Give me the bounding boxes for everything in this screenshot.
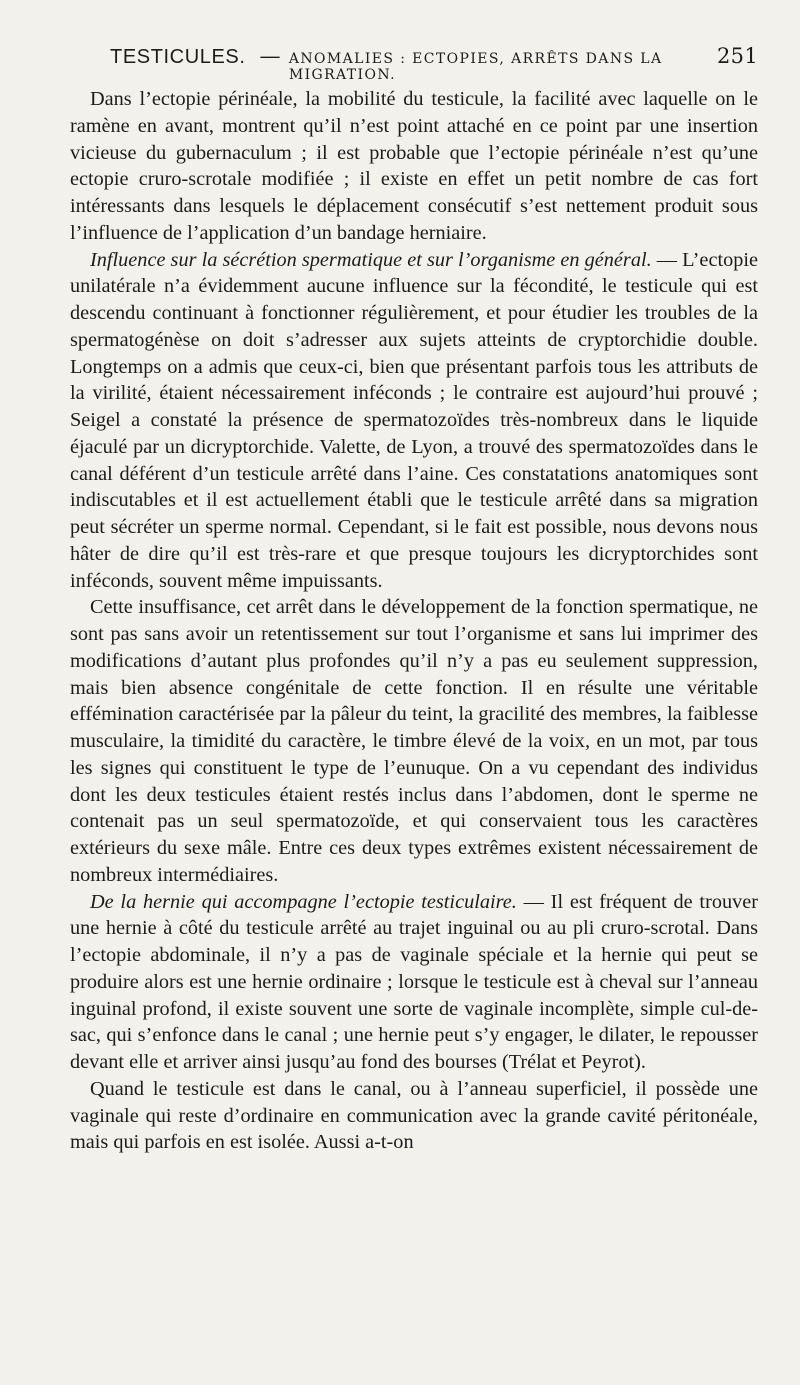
body-text — [70, 86, 758, 1156]
paragraph — [70, 86, 758, 247]
paragraph-text: Quand le testicule est dans le canal, ou à l’anneau superficiel, il possède une vaginale qui reste d’ordinaire en communication avec la grande cavité péritonéale, mais qui parfois en est isolée. Aussi a-t-on — [70, 1077, 758, 1154]
paragraph-text: — L’ectopie unilatérale n’a évidemment aucune influence sur la fécondité, le testicule qui est descendu continuant à fonctionner régulièrement, et pour étudier les troubles de la spermatogénèse on doit s’adresser aux sujets atteints de cryptorchidie double. Longtemps on a admis que ceux-ci, bien que présentant parfois tous les attributs de la virilité, étaient nécessairement inféconds ; le contraire est aujourd’hui prouvé ; Seigel a constaté la présence de spermatozoïdes très-nombreux dans le liquide éjaculé par un dicryptorchide. Valette, de Lyon, a trouvé des spermatozoïdes dans le canal déférent d’un testicule arrêté dans l’aine. Ces constatations anatomiques sont indiscutables et il est actuellement établi que le testicule arrêté dans sa migration peut sécréter un sperme normal. Cependant, si le fait est possible, nous devons nous hâter de dire qu’il est très-rare et que presque toujours les dicryptorchides sont inféconds, souvent même impuissants. — [70, 248, 758, 592]
paragraph-text: Cette insuffisance, cet arrêt dans le développement de la fonction spermatique, ne sont pas sans avoir un retentissement sur tout l’organisme et sans lui imprimer des modifications d’autant plus profondes qu’il n’y a pas eu seulement suppression, mais bien absence congénitale de cette fonction. Il en résulte une véritable effémination caractérisée par la pâleur du teint, la gracilité des membres, la faiblesse musculaire, la timidité du caractère, le timbre élevé de la voix, en un mot, par tous les signes qui constituent le type de l’eunuque. On a vu cependant des individus dont les deux testicules étaient restés inclus dans l’abdomen, dont le sperme ne contenait pas un seul spermatozoïde, et qui conservaient tous les caractères extérieurs du sexe mâle. Entre ces deux types extrêmes existent nécessairement de nombreux intermédiaires. — [70, 596, 758, 886]
paragraph — [70, 889, 758, 1076]
paragraph — [70, 1076, 758, 1156]
paragraph-text: — Il est fréquent de trouver une hernie à côté du testicule arrêté au trajet inguinal ou au pli cruro-scrotal. Dans l’ectopie abdominale, il n’y a pas de vaginale spéciale et la hernie qui peut se produire alors est une hernie ordinaire ; lorsque le testicule est à cheval sur l’anneau inguinal profond, il existe souvent une sorte de vaginale incomplète, simple cul-de-sac, qui s’enfonce dans le canal ; une hernie peut s’y engager, le dilater, le repousser devant elle et arriver ainsi jusqu’au fond des bourses (Trélat et Peyrot). — [70, 890, 758, 1073]
section-heading: De la hernie qui accompagne l’ectopie testiculaire. — [90, 890, 517, 913]
running-subtitle: ANOMALIES : ECTOPIES, ARRÊTS DANS LA MIGRATION. — [288, 51, 663, 83]
paragraph-text: Dans l’ectopie périnéale, la mobilité du testicule, la facilité avec laquelle on le ramène en avant, montrent qu’il n’est point attaché en ce point par une insertion vicieuse du gubernaculum ; il est probable que l’ectopie périnéale n’est qu’une ectopie cruro-scrotale modifiée ; il existe en effet un petit nombre de cas fort intéressants dans lesquels le déplacement consécutif s’est nettement produit sous l’influence de l’application d’un bandage herniaire. — [70, 88, 758, 244]
header-dash: — — [259, 44, 281, 68]
paragraph — [70, 594, 758, 888]
running-title: TESTICULES. — [110, 46, 246, 68]
page-number: 251 — [717, 44, 758, 68]
section-heading: Influence sur la sécrétion spermatique et sur l’organisme en général. — [90, 248, 652, 271]
paragraph — [70, 247, 758, 595]
running-header — [110, 44, 758, 84]
